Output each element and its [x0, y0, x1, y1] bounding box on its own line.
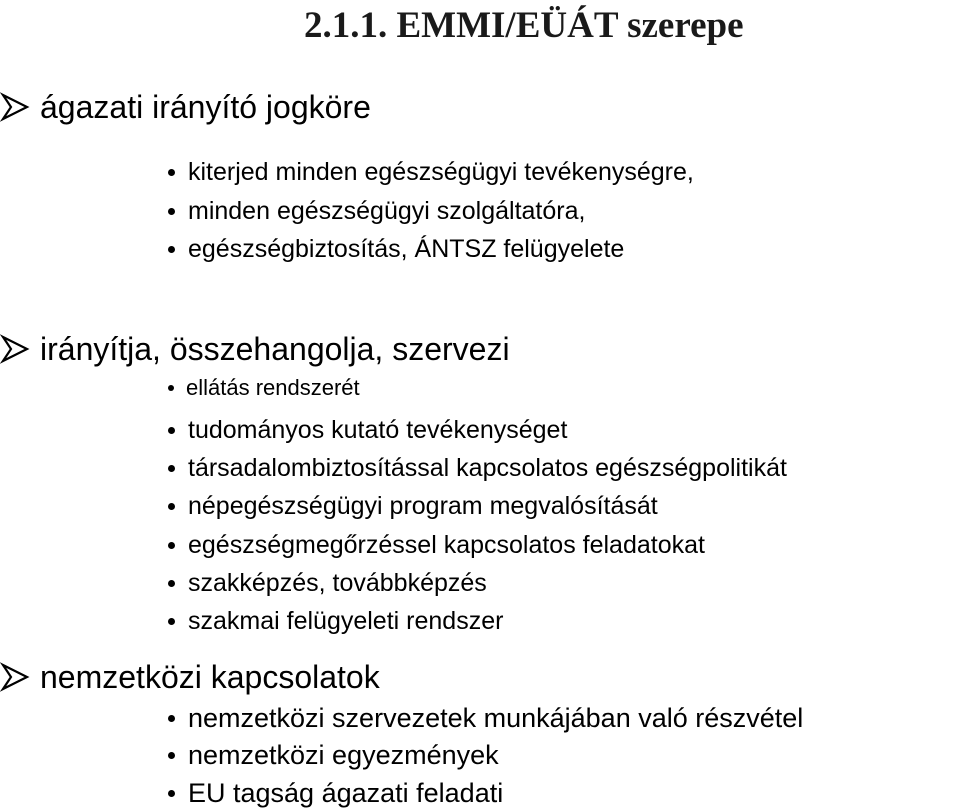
- round-bullet-icon: [168, 385, 174, 391]
- list-item: [168, 234, 624, 264]
- list-item-label: szakképzés, továbbképzés: [188, 569, 487, 597]
- section-heading-label: irányítja, összehangolja, szervezi: [40, 331, 510, 367]
- list-item: [168, 453, 787, 483]
- list-item: [168, 196, 585, 226]
- list-item-label: egészségbiztosítás, ÁNTSZ felügyelete: [188, 235, 625, 263]
- list-item-label: nemzetközi egyezmények: [188, 740, 499, 770]
- list-item-label: egészségmegőrzéssel kapcsolatos feladatokat: [188, 531, 705, 559]
- round-bullet-icon: [168, 208, 175, 215]
- round-bullet-icon: [168, 503, 175, 510]
- list-item: [168, 491, 658, 521]
- list-item-label: szakmai felügyeleti rendszer: [188, 607, 504, 635]
- section-heading-label: ágazati irányító jogköre: [40, 89, 371, 125]
- round-bullet-icon: [168, 169, 175, 176]
- round-bullet-icon: [168, 580, 175, 587]
- list-item: [168, 415, 567, 445]
- list-item: [168, 606, 503, 636]
- list-item-label: társadalombiztosítással kapcsolatos egészségpolitikát: [188, 454, 787, 482]
- round-bullet-icon: [168, 427, 175, 434]
- list-item: [168, 374, 360, 402]
- list-item: [168, 568, 487, 598]
- arrowhead-bullet-icon: [0, 334, 30, 364]
- round-bullet-icon: [168, 246, 175, 253]
- list-item-label: ellátás rendszerét: [186, 375, 360, 400]
- round-bullet-icon: [168, 465, 175, 472]
- list-item: [168, 777, 503, 809]
- list-item: [168, 702, 803, 734]
- list-item: [168, 157, 694, 187]
- round-bullet-icon: [168, 542, 175, 549]
- list-item-label: népegészségügyi program megvalósítását: [188, 492, 658, 520]
- section-heading-3: [0, 658, 380, 696]
- round-bullet-icon: [168, 618, 175, 625]
- list-item: [168, 739, 499, 771]
- round-bullet-icon: [168, 715, 175, 722]
- list-item-label: minden egészségügyi szolgáltatóra,: [188, 197, 586, 225]
- section-heading-1: [0, 88, 371, 126]
- arrowhead-bullet-icon: [0, 92, 30, 122]
- list-item: [168, 530, 705, 560]
- round-bullet-icon: [168, 752, 175, 759]
- list-item-label: kiterjed minden egészségügyi tevékenységre,: [188, 158, 694, 186]
- round-bullet-icon: [168, 790, 175, 797]
- list-item-label: EU tagság ágazati feladati: [188, 778, 504, 808]
- section-heading-2: [0, 330, 510, 368]
- section-heading-label: nemzetközi kapcsolatok: [40, 659, 380, 695]
- list-item-label: tudományos kutató tevékenységet: [188, 416, 568, 444]
- slide-title: 2.1.1. EMMI/EÜÁT szerepe: [304, 5, 744, 46]
- arrowhead-bullet-icon: [0, 662, 30, 692]
- list-item-label: nemzetközi szervezetek munkájában való részvétel: [188, 703, 804, 733]
